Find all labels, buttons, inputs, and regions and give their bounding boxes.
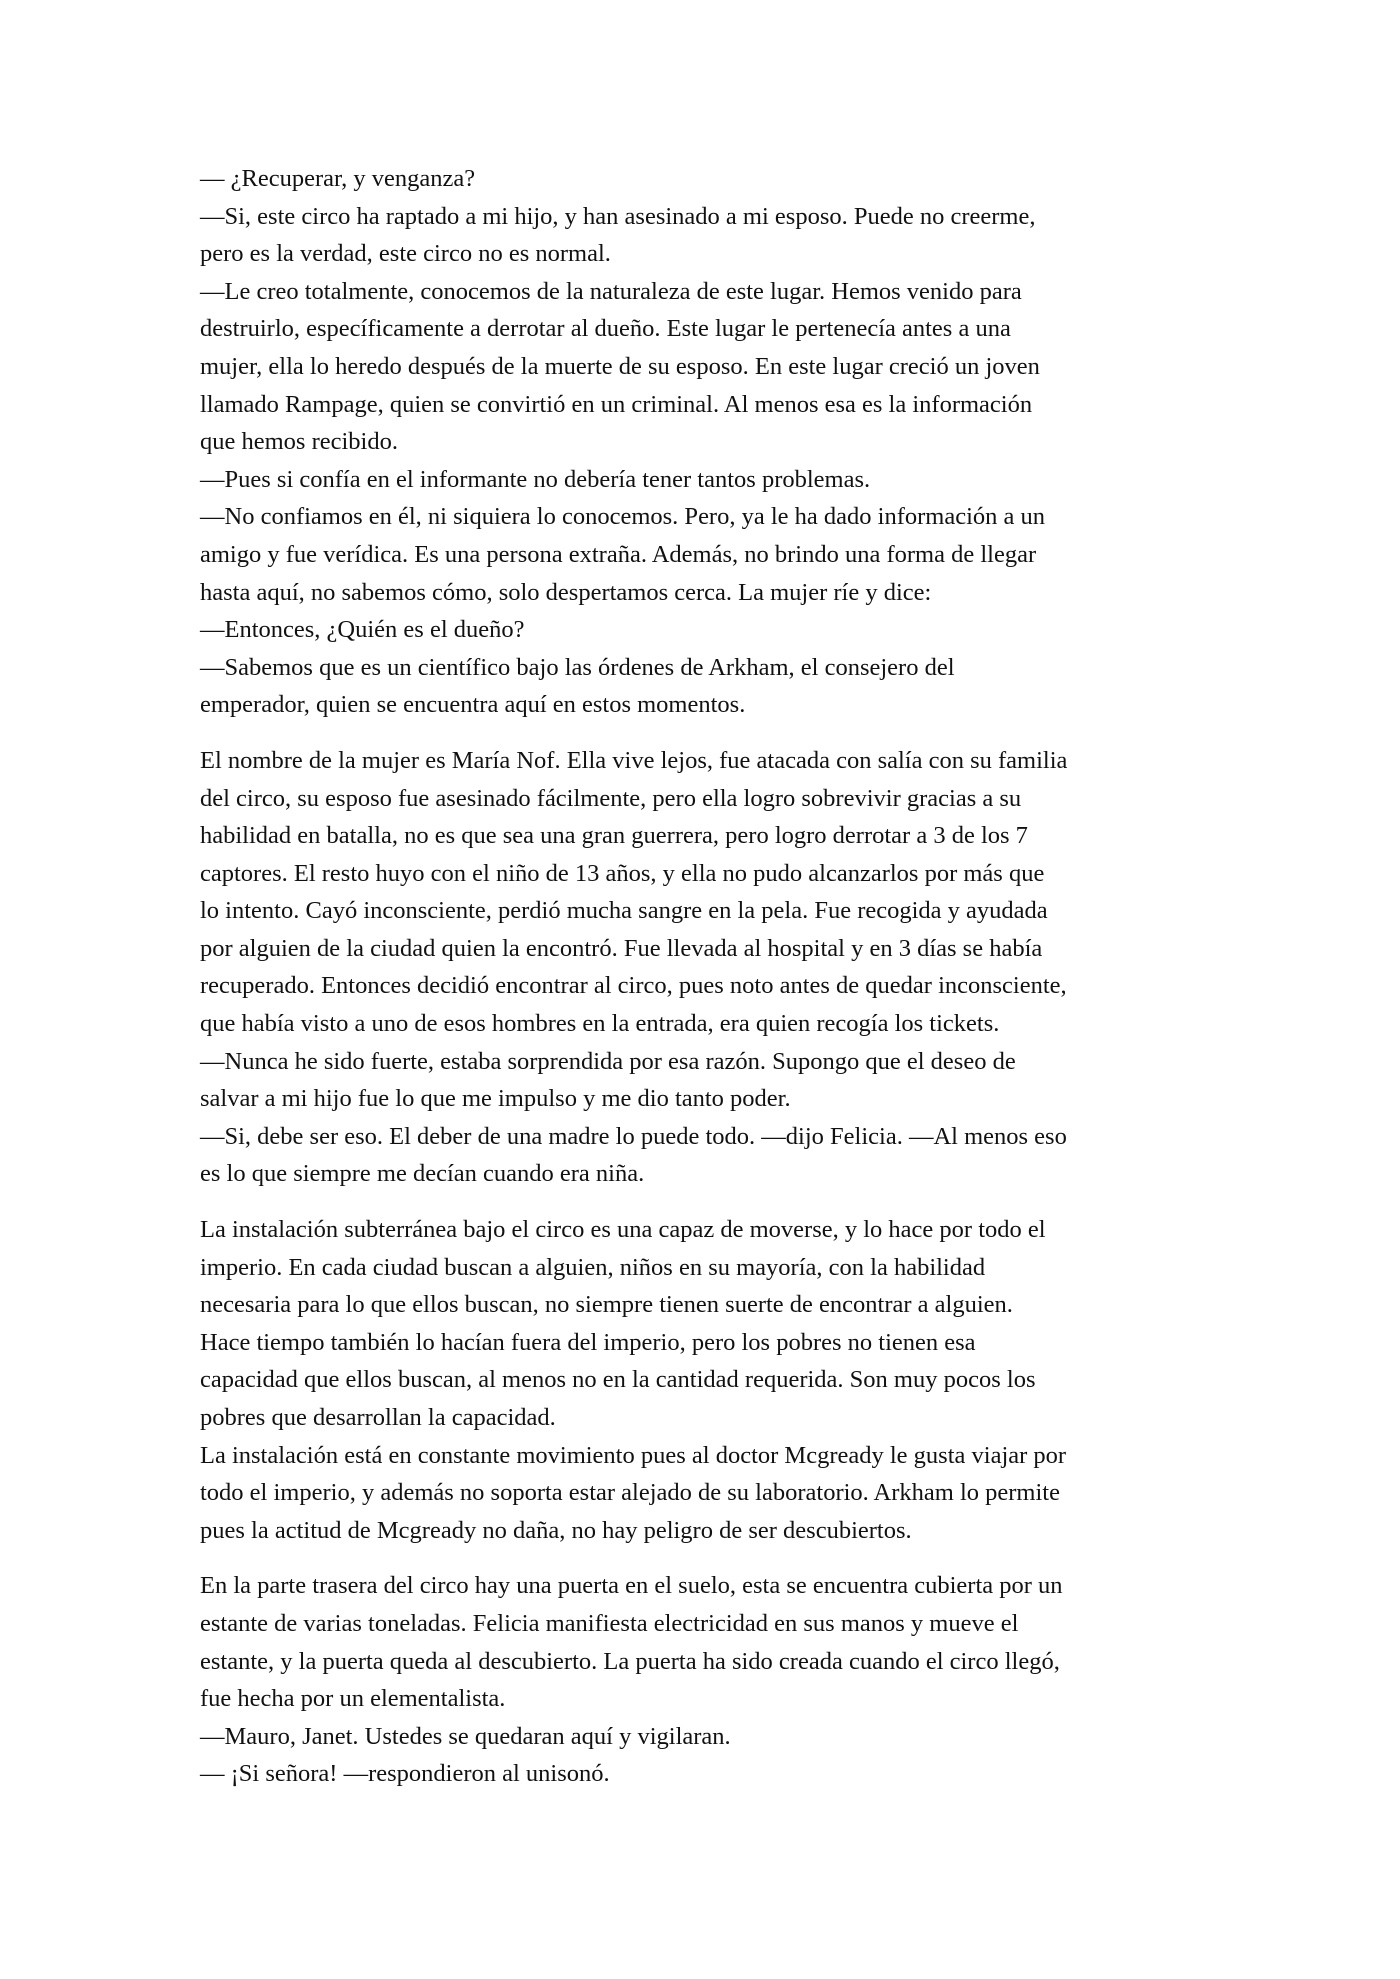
paragraph-block-4 xyxy=(200,1567,1210,1793)
text-line: estante de varias toneladas. Felicia manifiesta electricidad en sus manos y mueve el xyxy=(200,1609,1019,1637)
text-line: — ¡Si señora! —respondieron al unisonó. xyxy=(200,1760,610,1788)
text-line: salvar a mi hijo fue lo que me impulso y me dio tanto poder. xyxy=(200,1085,791,1113)
text-line: captores. El resto huyo con el niño de 13 años, y ella no pudo alcanzarlos por más que xyxy=(200,859,1045,887)
text-line: todo el imperio, y además no soporta estar alejado de su laboratorio. Arkham lo permite xyxy=(200,1479,1060,1507)
text-line: —Le creo totalmente, conocemos de la naturaleza de este lugar. Hemos venido para xyxy=(200,277,1022,305)
text-line: —No confiamos en él, ni siquiera lo conocemos. Pero, ya le ha dado información a un xyxy=(200,503,1046,531)
text-line: pues la actitud de Mcgready no daña, no hay peligro de ser descubiertos. xyxy=(200,1516,912,1544)
text-line: que hemos recibido. xyxy=(200,428,398,456)
text-line: — ¿Recuperar, y venganza? xyxy=(200,165,476,192)
text-line: es lo que siempre me decían cuando era niña. xyxy=(200,1160,645,1188)
text-line: necesaria para lo que ellos buscan, no siempre tienen suerte de encontrar a alguien. xyxy=(200,1291,1013,1319)
document-page xyxy=(200,160,1210,1811)
text-line: destruirlo, específicamente a derrotar al dueño. Este lugar le pertenecía antes a una xyxy=(200,315,1011,343)
text-line: habilidad en batalla, no es que sea una gran guerrera, pero logro derrotar a 3 de los 7 xyxy=(200,822,1028,850)
paragraph-block-2 xyxy=(200,742,1210,1193)
text-line: mujer, ella lo heredo después de la muerte de su esposo. En este lugar creció un joven xyxy=(200,352,1040,380)
text-line: recuperado. Entonces decidió encontrar al circo, pues noto antes de quedar inconsciente, xyxy=(200,972,1067,1000)
text-line: En la parte trasera del circo hay una puerta en el suelo, esta se encuentra cubierta por un xyxy=(200,1572,1063,1600)
text-line: —Pues si confía en el informante no debería tener tantos problemas. xyxy=(200,465,871,493)
text-line: hasta aquí, no sabemos cómo, solo despertamos cerca. La mujer ríe y dice: xyxy=(200,578,932,606)
text-line: —Nunca he sido fuerte, estaba sorprendida por esa razón. Supongo que el deseo de xyxy=(200,1047,1016,1075)
text-line: amigo y fue verídica. Es una persona extraña. Además, no brindo una forma de llegar xyxy=(200,540,1037,568)
text-line: —Si, este circo ha raptado a mi hijo, y han asesinado a mi esposo. Puede no creerme, xyxy=(200,202,1036,230)
text-line: —Entonces, ¿Quién es el dueño? xyxy=(200,616,525,644)
paragraph-block-1 xyxy=(200,160,1210,724)
text-line: estante, y la puerta queda al descubierto. La puerta ha sido creada cuando el circo llegó, xyxy=(200,1647,1060,1675)
text-line: —Sabemos que es un científico bajo las órdenes de Arkham, el consejero del xyxy=(200,653,955,681)
text-line: llamado Rampage, quien se convirtió en un criminal. Al menos esa es la información xyxy=(200,390,1033,418)
text-line: por alguien de la ciudad quien la encontró. Fue llevada al hospital y en 3 días se había xyxy=(200,934,1043,962)
text-line: El nombre de la mujer es María Nof. Ella vive lejos, fue atacada con salía con su familia xyxy=(200,746,1068,774)
text-line: —Mauro, Janet. Ustedes se quedaran aquí y vigilaran. xyxy=(200,1722,731,1750)
text-line: La instalación está en constante movimiento pues al doctor Mcgready le gusta viajar por xyxy=(200,1441,1067,1469)
text-line: —Si, debe ser eso. El deber de una madre lo puede todo. —dijo Felicia. —Al menos eso xyxy=(200,1122,1067,1150)
text-line: fue hecha por un elementalista. xyxy=(200,1685,506,1713)
paragraph-block-3 xyxy=(200,1211,1210,1549)
text-line: imperio. En cada ciudad buscan a alguien, niños en su mayoría, con la habilidad xyxy=(200,1253,986,1281)
text-line: Hace tiempo también lo hacían fuera del imperio, pero los pobres no tienen esa xyxy=(200,1328,976,1356)
text-line: lo intento. Cayó inconsciente, perdió mucha sangre en la pela. Fue recogida y ayudada xyxy=(200,897,1048,925)
text-line: pobres que desarrollan la capacidad. xyxy=(200,1404,556,1431)
text-line: emperador, quien se encuentra aquí en estos momentos. xyxy=(200,691,746,719)
text-line: La instalación subterránea bajo el circo es una capaz de moverse, y lo hace por todo el xyxy=(200,1216,1046,1244)
text-line: del circo, su esposo fue asesinado fácilmente, pero ella logro sobrevivir gracias a su xyxy=(200,784,1022,812)
text-line: pero es la verdad, este circo no es normal. xyxy=(200,240,611,268)
text-line: capacidad que ellos buscan, al menos no en la cantidad requerida. Son muy pocos los xyxy=(200,1366,1036,1394)
text-line: que había visto a uno de esos hombres en la entrada, era quien recogía los tickets. xyxy=(200,1010,1000,1038)
